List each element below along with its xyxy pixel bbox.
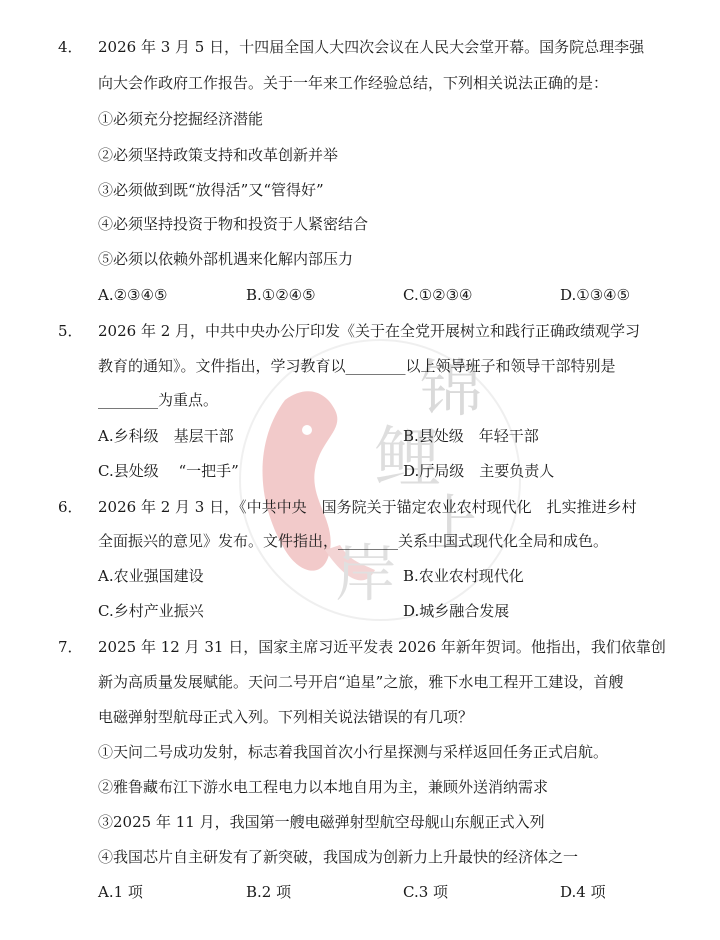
statement: ①必须充分挖掘经济潜能	[98, 110, 264, 128]
option-a[interactable]: A.1 项	[98, 883, 143, 901]
question-stem-line: 2026 年 2 月，中共中央办公厅印发《关于在全党开展树立和践行正确政绩观学习	[98, 322, 641, 340]
statement: ②必须坚持政策支持和改革创新并举	[98, 146, 339, 164]
statement: ③必须做到既“放得活”又“管得好”	[98, 181, 324, 199]
option-a[interactable]: A.②③④⑤	[98, 286, 168, 304]
option-c[interactable]: C.县处级 “一把手”	[98, 462, 239, 480]
question-number: 4．	[58, 38, 83, 56]
statement: ④我国芯片自主研发有了新突破，我国成为创新力上升最快的经济体之一	[98, 848, 579, 866]
question-number: 6．	[58, 498, 83, 516]
option-b[interactable]: B.县处级 年轻干部	[403, 427, 539, 445]
question-stem-line: 电磁弹射型航母正式入列。下列相关说法错误的有几项？	[98, 708, 474, 726]
statement: ③2025 年 11 月，我国第一艘电磁弹射型航空母舰山东舰正式入列	[98, 813, 545, 831]
question-stem-line: 向大会作政府工作报告。关于一年来工作经验总结，下列相关说法正确的是：	[98, 74, 609, 92]
question-stem-line: 2026 年 2 月 3 日，《中共中央 国务院关于锚定农业农村现代化 扎实推进乡村	[98, 498, 637, 516]
question-stem-line: 2026 年 3 月 5 日，十四届全国人大四次会议在人民大会堂开幕。国务院总理李强	[98, 38, 645, 56]
question-stem-line: 教育的通知》。文件指出，学习教育以________以上领导班子和领导干部特别是	[98, 357, 616, 375]
option-d[interactable]: D.城乡融合发展	[403, 602, 510, 620]
option-c[interactable]: C.3 项	[403, 883, 449, 901]
option-b[interactable]: B.①②④⑤	[246, 286, 316, 304]
option-d[interactable]: D.①③④⑤	[560, 286, 631, 304]
question-number: 5．	[58, 322, 83, 340]
svg-text:上: 上	[420, 487, 483, 560]
statement: ①天问二号成功发射，标志着我国首次小行星探测与采样返回任务正式启航。	[98, 743, 609, 761]
svg-text:锦: 锦	[420, 352, 483, 425]
question-stem-line: 2025 年 12 月 31 日，国家主席习近平发表 2026 年新年贺词。他指出，我们依靠创	[98, 638, 666, 656]
option-c[interactable]: C.乡村产业振兴	[98, 602, 204, 620]
question-stem-line: 新为高质量发展赋能。天问二号开启“追星”之旅，雅下水电工程开工建设，首艘	[98, 673, 624, 691]
statement: ②雅鲁藏布江下游水电工程电力以本地自用为主，兼顾外送消纳需求	[98, 778, 549, 796]
question-stem-line: ________为重点。	[98, 391, 219, 409]
question-stem-line: 全面振兴的意见》发布。文件指出，________关系中国式现代化全局和成色。	[98, 532, 609, 550]
question-number: 7．	[58, 638, 83, 656]
statement: ⑤必须以依赖外部机遇来化解内部压力	[98, 250, 354, 268]
svg-text:鲤: 鲤	[375, 419, 441, 496]
option-d[interactable]: D.厅局级 主要负责人	[403, 462, 555, 480]
option-d[interactable]: D.4 项	[560, 883, 606, 901]
option-a[interactable]: A.农业强国建设	[98, 567, 204, 585]
option-a[interactable]: A.乡科级 基层干部	[98, 427, 234, 445]
option-b[interactable]: B.农业农村现代化	[403, 567, 524, 585]
statement: ④必须坚持投资于物和投资于人紧密结合	[98, 215, 369, 233]
svg-text:岸: 岸	[335, 537, 398, 610]
option-b[interactable]: B.2 项	[246, 883, 292, 901]
option-c[interactable]: C.①②③④	[403, 286, 473, 304]
